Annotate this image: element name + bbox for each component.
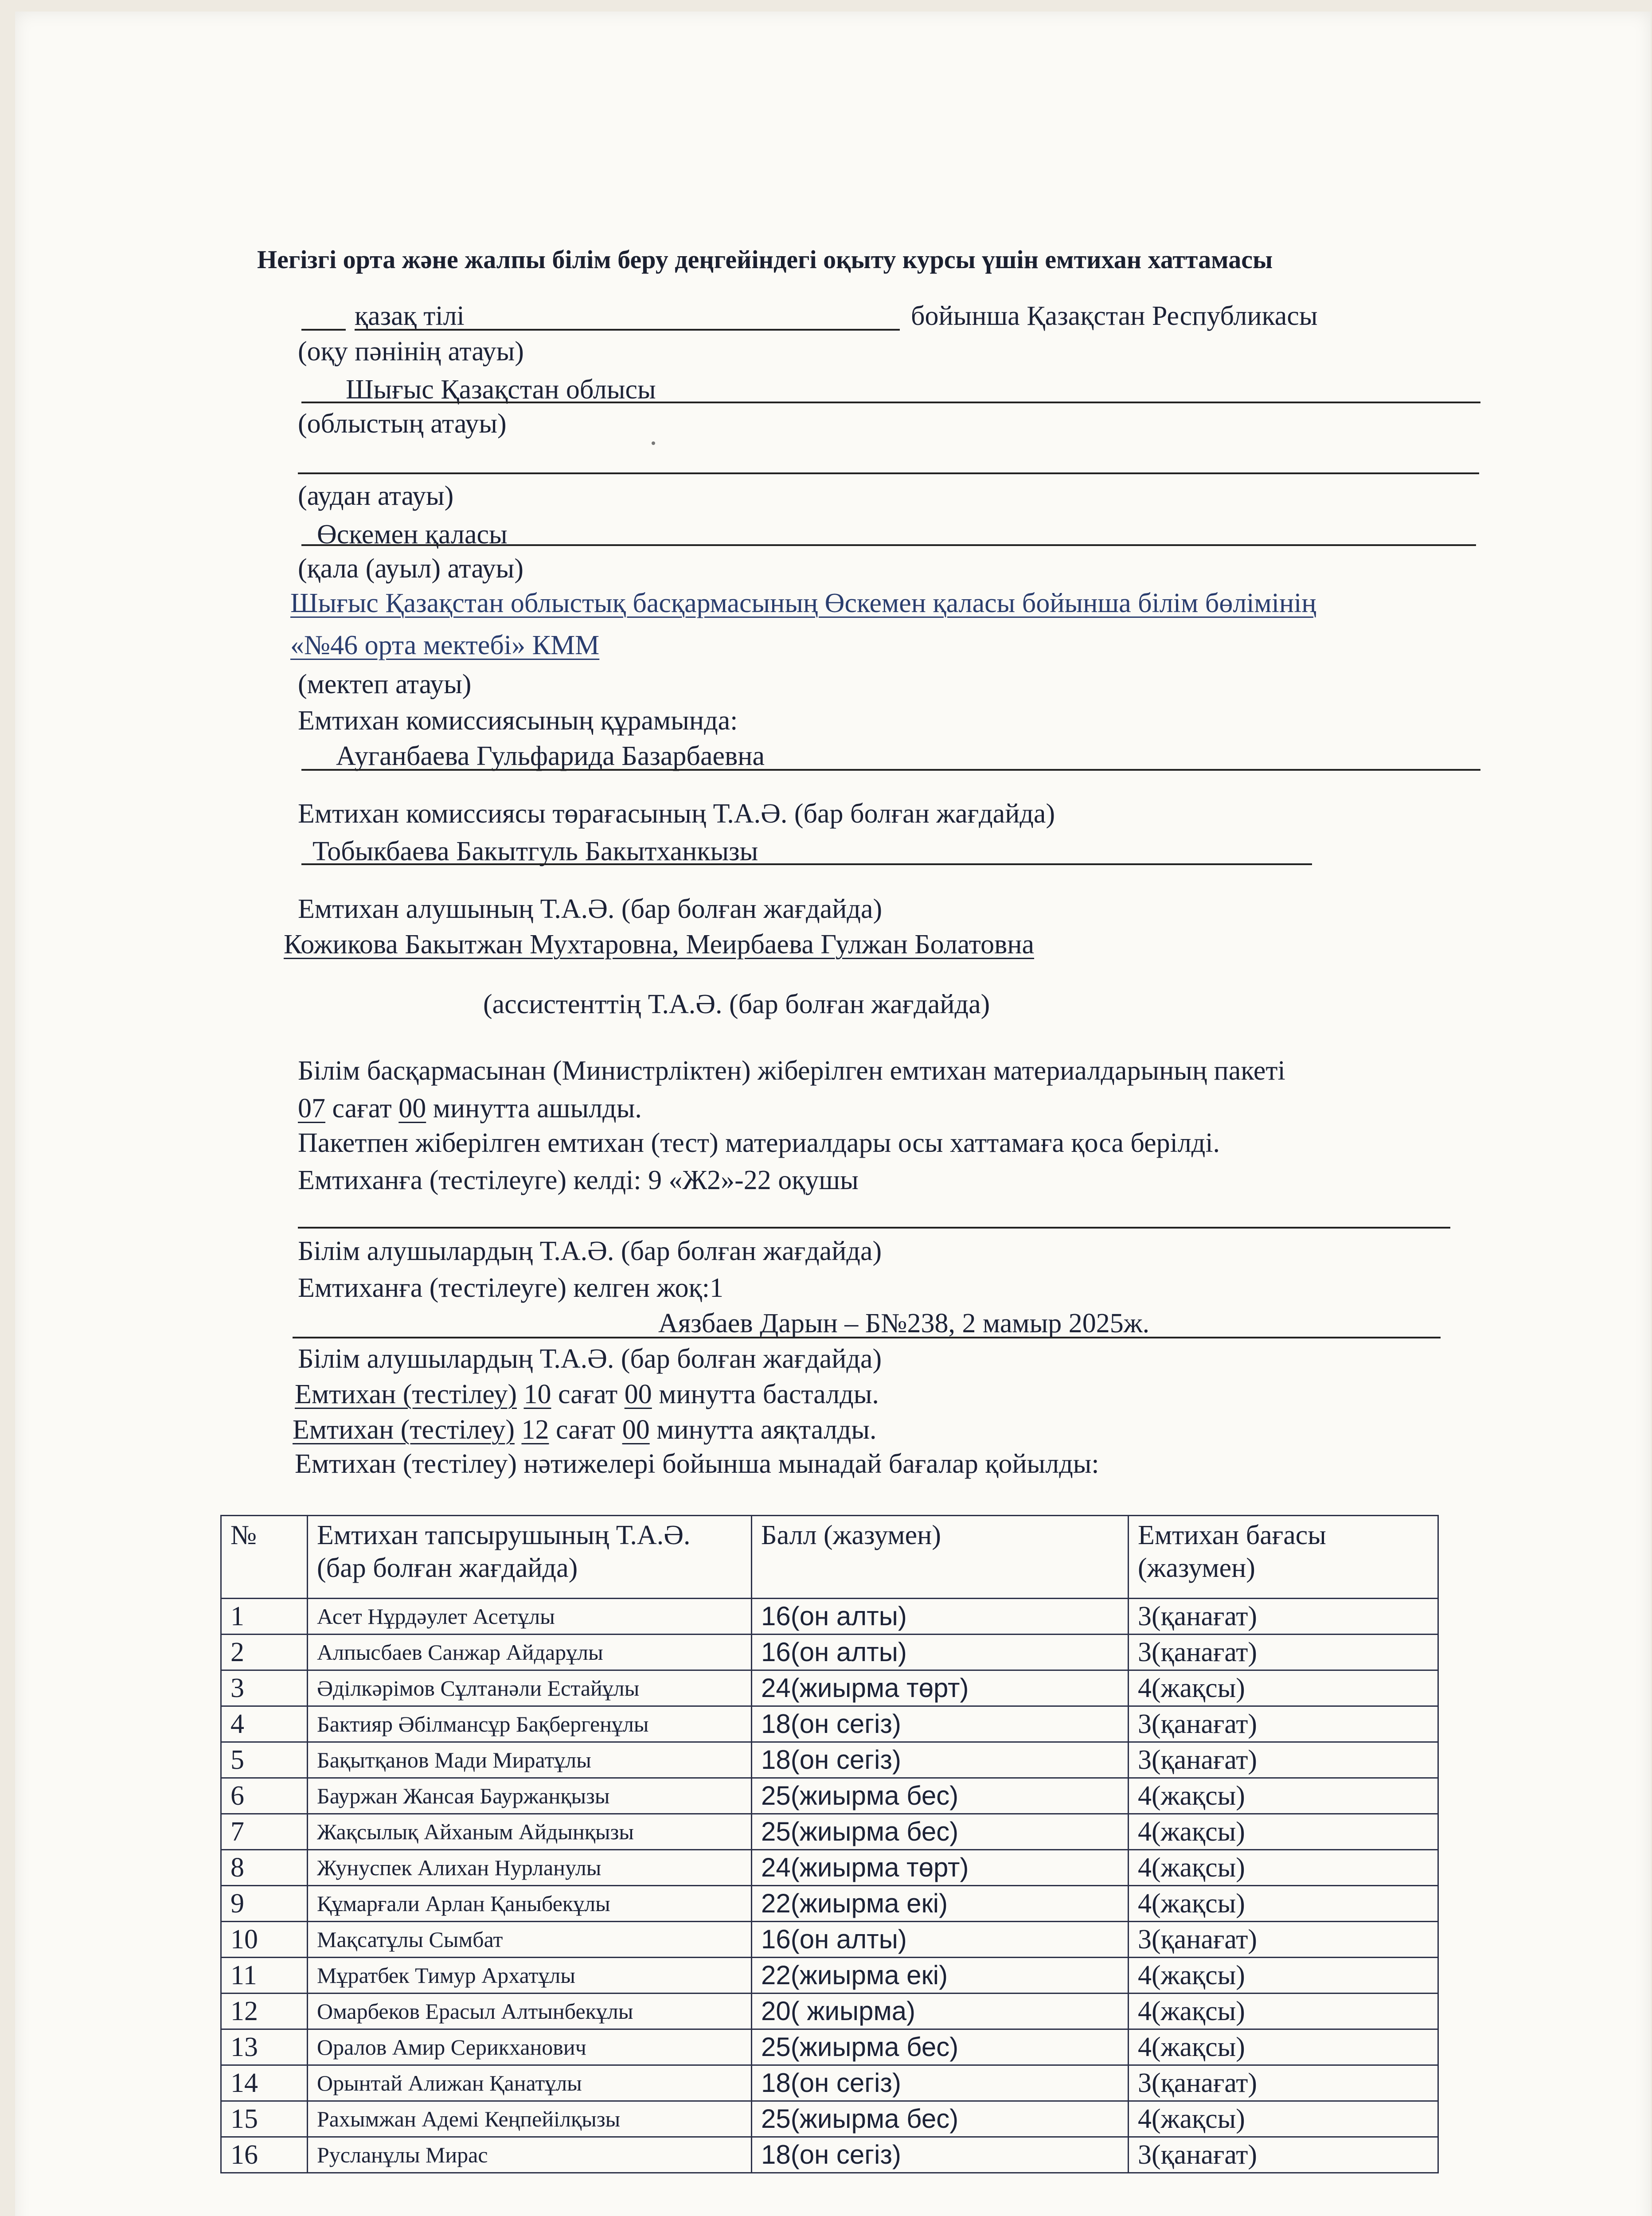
grade-cell: 4(жақсы)	[1129, 1778, 1438, 1814]
speck	[652, 441, 655, 445]
table-header-row	[221, 1516, 1438, 1599]
package-hour: 07	[298, 1093, 325, 1124]
grade-cell: 4(жақсы)	[1129, 2029, 1438, 2065]
package-time	[298, 1095, 642, 1122]
start-hour-word: сағат	[558, 1379, 618, 1409]
start-time	[295, 1381, 879, 1408]
row-number-cell: 14	[221, 2065, 308, 2101]
grade-cell: 4(жақсы)	[1129, 1886, 1438, 1922]
city-underline	[301, 544, 1476, 546]
score-cell: 18(он сегіз)	[752, 1742, 1129, 1778]
score-cell: 25(жиырма бес)	[752, 2101, 1129, 2137]
score-cell: 20( жиырма)	[752, 1994, 1129, 2029]
table-row	[221, 1958, 1438, 1994]
student-name-cell: Бактияр Әбілмансұр Бақбергенұлы	[308, 1706, 752, 1742]
end-hour-word: сағат	[555, 1415, 616, 1445]
results-table	[220, 1515, 1439, 2173]
score-cell: 25(жиырма бес)	[752, 1814, 1129, 1850]
absent-underline	[293, 1337, 1441, 1338]
school-name-line1: Шығыс Қазақстан облыстық басқармасының Өскемен қаласы бойынша білім бөлімінің	[290, 588, 1316, 618]
grade-cell: 3(қанағат)	[1129, 1706, 1438, 1742]
student-name-cell: Омарбеков Ерасыл Алтынбекұлы	[308, 1994, 752, 2029]
package-minute-word: минутта ашылды.	[433, 1093, 642, 1124]
end-suffix: минутта аяқталды.	[656, 1415, 877, 1445]
row-number-cell: 2	[221, 1635, 308, 1670]
package-attached: Пакетпен жіберілген емтихан (тест) материалдары осы хаттамаға қоса берілді.	[298, 1128, 1220, 1158]
table-row	[221, 1599, 1438, 1635]
row-number-cell: 16	[221, 2137, 308, 2173]
student-name-cell: Жунуспек Алихан Нурланулы	[308, 1850, 752, 1886]
table-row	[221, 1994, 1438, 2029]
row-number-cell: 10	[221, 1922, 308, 1958]
header-grade: Емтихан бағасы (жазумен)	[1129, 1516, 1438, 1599]
row-number-cell: 3	[221, 1670, 308, 1706]
student-name-cell: Алпысбаев Санжар Айдарұлы	[308, 1635, 752, 1670]
grade-cell: 4(жақсы)	[1129, 1850, 1438, 1886]
row-number-cell: 8	[221, 1850, 308, 1886]
absent-text: Емтиханға (тестілеуге) келген жоқ:1	[298, 1273, 724, 1303]
arrived-label: Білім алушылардың Т.А.Ә. (бар болған жағдайда)	[298, 1236, 882, 1266]
district-label: (аудан атауы)	[298, 481, 454, 511]
examiner-label: Емтихан алушының Т.А.Ә. (бар болған жағдайда)	[298, 894, 883, 924]
table-row	[221, 1778, 1438, 1814]
package-text: Білім басқармасынан (Министрліктен) жіберілген емтихан материалдарының пакеті	[298, 1056, 1285, 1086]
grade-cell: 3(қанағат)	[1129, 1922, 1438, 1958]
score-cell: 25(жиырма бес)	[752, 1778, 1129, 1814]
grade-cell: 4(жақсы)	[1129, 1814, 1438, 1850]
region-underline	[301, 402, 1480, 403]
subject-suffix: бойынша Қазақстан Республикасы	[911, 301, 1318, 331]
score-cell: 24(жиырма төрт)	[752, 1670, 1129, 1706]
score-cell: 16(он алты)	[752, 1922, 1129, 1958]
table-row	[221, 1922, 1438, 1958]
city-value: Өскемен қаласы	[317, 519, 508, 550]
results-intro: Емтихан (тестілеу) нәтижелері бойынша мынадай бағалар қойылды:	[295, 1449, 1099, 1479]
absent-value: Аязбаев Дарын – Б№238, 2 мамыр 2025ж.	[658, 1308, 1150, 1338]
assistant-label: (ассистенттің Т.А.Ә. (бар болған жағдайда)	[483, 989, 990, 1019]
score-cell: 25(жиырма бес)	[752, 2029, 1129, 2065]
commission-underline	[301, 769, 1480, 771]
student-name-cell: Мұратбек Тимур Архатұлы	[308, 1958, 752, 1994]
table-row	[221, 1886, 1438, 1922]
table-row	[221, 1706, 1438, 1742]
examiner-value: Кожикова Бакытжан Мухтаровна, Меирбаева Гулжан Болатовна	[284, 929, 1035, 960]
table-row	[221, 2137, 1438, 2173]
grade-cell: 3(қанағат)	[1129, 1635, 1438, 1670]
row-number-cell: 12	[221, 1994, 308, 2029]
student-name-cell: Бақытқанов Мади Миратұлы	[308, 1742, 752, 1778]
row-number-cell: 6	[221, 1778, 308, 1814]
student-name-cell: Мақсатұлы Сымбат	[308, 1922, 752, 1958]
table-row	[221, 2029, 1438, 2065]
chair-label: Емтихан комиссиясы төрағасының Т.А.Ә. (бар болған жағдайда)	[298, 799, 1055, 829]
blank-line	[301, 329, 346, 331]
student-name-cell: Құмарғали Арлан Қаныбекұлы	[308, 1886, 752, 1922]
grade-cell: 3(қанағат)	[1129, 2065, 1438, 2101]
student-name-cell: Русланұлы Мирас	[308, 2137, 752, 2173]
student-name-cell: Орынтай Алижан Қанатұлы	[308, 2065, 752, 2101]
school-label: (мектеп атауы)	[298, 669, 472, 699]
commission-label: Емтихан комиссиясының құрамында:	[298, 706, 738, 736]
table-row	[221, 1670, 1438, 1706]
score-cell: 18(он сегіз)	[752, 2137, 1129, 2173]
score-cell: 24(жиырма төрт)	[752, 1850, 1129, 1886]
row-number-cell: 1	[221, 1599, 308, 1635]
region-label: (облыстың атауы)	[298, 409, 507, 439]
grade-cell: 3(қанағат)	[1129, 1599, 1438, 1635]
district-underline	[298, 472, 1479, 474]
document-title: Негізгі орта және жалпы білім беру деңгейіндегі оқыту курсы үшін емтихан хаттамасы	[257, 245, 1273, 274]
row-number-cell: 15	[221, 2101, 308, 2137]
row-number-cell: 11	[221, 1958, 308, 1994]
student-name-cell: Әділкәрімов Сұлтанәли Естайұлы	[308, 1670, 752, 1706]
student-name-cell: Жақсылық Айханым Айдынқызы	[308, 1814, 752, 1850]
grade-cell: 3(қанағат)	[1129, 1742, 1438, 1778]
row-number-cell: 7	[221, 1814, 308, 1850]
end-minute: 00	[622, 1415, 650, 1445]
start-suffix: минутта басталды.	[659, 1379, 879, 1409]
end-time	[293, 1416, 876, 1444]
end-hour: 12	[521, 1415, 549, 1445]
subject-label: (оқу пәнінің атауы)	[298, 336, 524, 367]
subject-underline	[355, 329, 900, 331]
row-number-cell: 5	[221, 1742, 308, 1778]
student-name-cell: Оралов Амир Серикханович	[308, 2029, 752, 2065]
score-cell: 22(жиырма екі)	[752, 1958, 1129, 1994]
header-score: Балл (жазумен)	[752, 1516, 1129, 1599]
end-prefix: Емтихан (тестілеу)	[293, 1415, 515, 1445]
student-name-cell: Бауржан Жансая Бауржанқызы	[308, 1778, 752, 1814]
start-hour: 10	[523, 1379, 551, 1409]
row-number-cell: 13	[221, 2029, 308, 2065]
chair-underline	[301, 863, 1312, 865]
table-row	[221, 1814, 1438, 1850]
score-cell: 16(он алты)	[752, 1635, 1129, 1670]
arrived-text: Емтиханға (тестілеуге) келді: 9 «Ж2»-22 оқушы	[298, 1165, 859, 1195]
grade-cell: 4(жақсы)	[1129, 2101, 1438, 2137]
score-cell: 18(он сегіз)	[752, 2065, 1129, 2101]
table-row	[221, 1742, 1438, 1778]
table-row	[221, 2065, 1438, 2101]
subject-value: қазақ тілі	[355, 301, 465, 331]
student-name-cell: Рахымжан Адемі Кеңпейілқызы	[308, 2101, 752, 2137]
arrived-underline	[298, 1227, 1450, 1229]
commission-member: Ауганбаева Гульфарида Базарбаевна	[336, 741, 765, 771]
start-minute: 00	[624, 1379, 652, 1409]
package-minute: 00	[398, 1093, 426, 1124]
table-row	[221, 1635, 1438, 1670]
table-row	[221, 2101, 1438, 2137]
table-row	[221, 1850, 1438, 1886]
chair-value: Тобыкбаева Бакытгуль Бакытханкызы	[312, 836, 758, 866]
score-cell: 18(он сегіз)	[752, 1706, 1129, 1742]
school-name-line2: «№46 орта мектебі» КММ	[290, 630, 600, 660]
package-hour-word: сағат	[332, 1093, 392, 1124]
grade-cell: 4(жақсы)	[1129, 1994, 1438, 2029]
start-prefix: Емтихан (тестілеу)	[295, 1379, 517, 1409]
header-name: Емтихан тапсырушының Т.А.Ә. (бар болған жағдайда)	[308, 1516, 752, 1599]
absent-label: Білім алушылардың Т.А.Ә. (бар болған жағдайда)	[298, 1344, 882, 1374]
score-cell: 16(он алты)	[752, 1599, 1129, 1635]
row-number-cell: 9	[221, 1886, 308, 1922]
grade-cell: 3(қанағат)	[1129, 2137, 1438, 2173]
header-number: №	[221, 1516, 308, 1599]
score-cell: 22(жиырма екі)	[752, 1886, 1129, 1922]
student-name-cell: Асет Нұрдәулет Асетұлы	[308, 1599, 752, 1635]
region-value: Шығыс Қазақстан облысы	[346, 375, 656, 405]
grade-cell: 4(жақсы)	[1129, 1670, 1438, 1706]
city-label: (қала (ауыл) атауы)	[298, 554, 523, 584]
row-number-cell: 4	[221, 1706, 308, 1742]
grade-cell: 4(жақсы)	[1129, 1958, 1438, 1994]
